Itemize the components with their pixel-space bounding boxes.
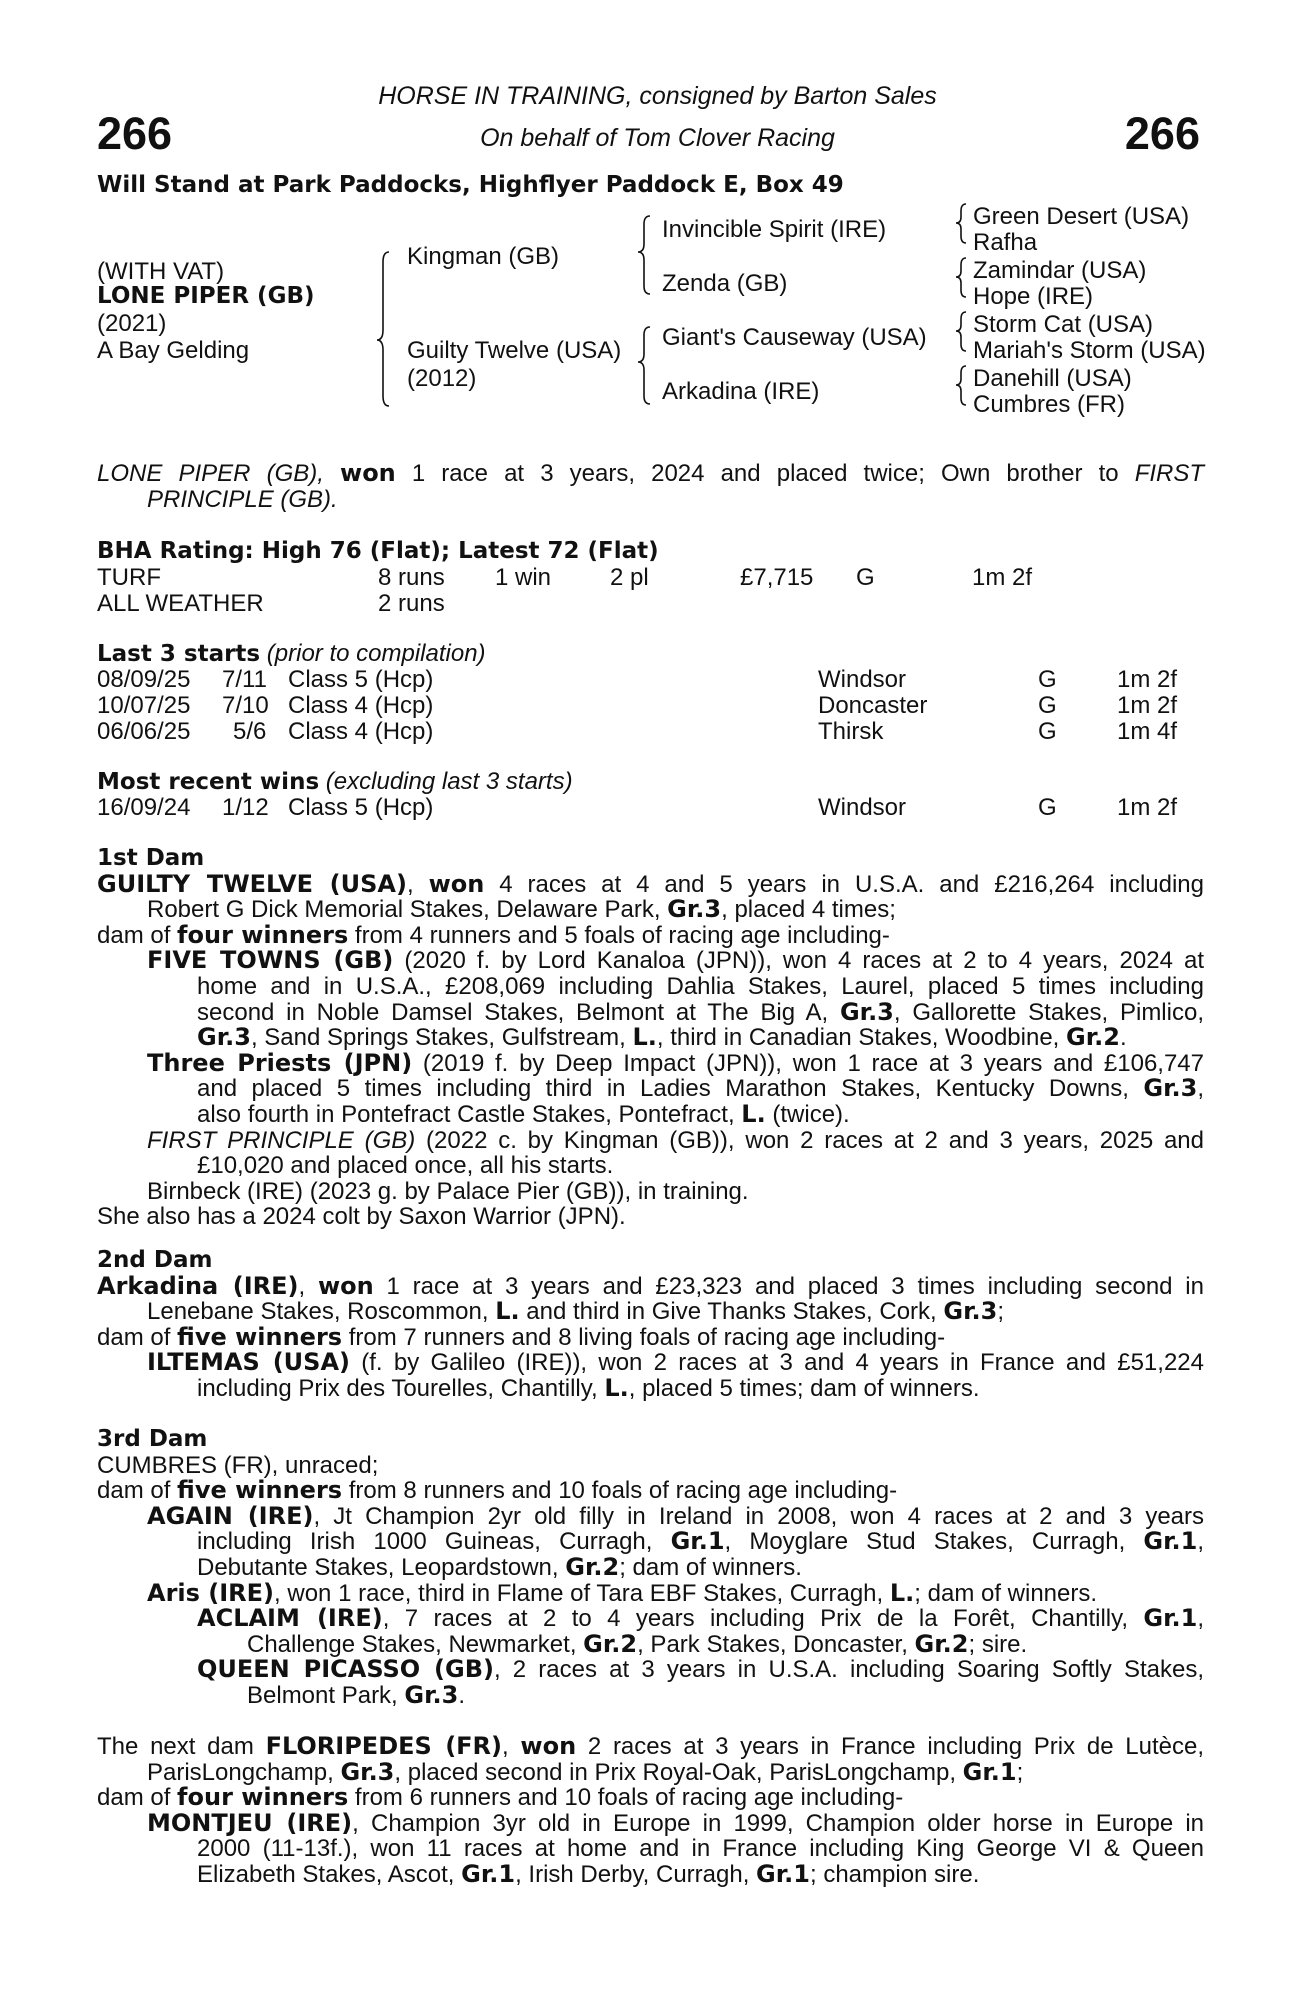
pedigree-ssd: Rafha	[973, 229, 1038, 256]
behalf-line: On behalf of Tom Clover Racing	[480, 124, 835, 152]
pedigree-dam: Guilty Twelve (USA)	[407, 337, 622, 364]
start-row: 06/06/25 5/6 Class 4 (Hcp) Thirsk G 1m 4f	[97, 718, 1178, 745]
pedigree-dam-sire: Giant's Causeway (USA)	[662, 324, 927, 351]
section-heading: 2nd Dam	[97, 1247, 213, 1273]
rating-row-turf: TURF 8 runs 1 win 2 pl £7,715 G 1m 2f	[97, 564, 1033, 591]
start-row: 08/09/25 7/11 Class 5 (Hcp) Windsor G 1m 2f	[97, 666, 1178, 693]
horse-name: LONE PIPER (GB)	[97, 283, 315, 309]
consignor-line: HORSE IN TRAINING, consigned by Barton Sales	[378, 82, 937, 110]
rating-row-aw: ALL WEATHER 2 runs	[97, 590, 445, 617]
recent-wins-heading: Most recent wins (excluding last 3 starts)	[97, 768, 573, 795]
pedigree-sire: Kingman (GB)	[407, 243, 560, 270]
race-summary: LONE PIPER (GB), won 1 race at 3 years, 2024 and placed twice; Own brother to FIRST PRINCIPLE (GB).	[97, 459, 1205, 513]
pedigree-dsd: Mariah's Storm (USA)	[973, 337, 1206, 364]
pedigree-dam-year: (2012)	[407, 365, 477, 392]
win-row: 16/09/24 1/12 Class 5 (Hcp) Windsor G 1m 2f	[97, 794, 1178, 821]
pedigree-sire-sire: Invincible Spirit (IRE)	[662, 216, 887, 243]
pedigree-ddd: Cumbres (FR)	[973, 391, 1126, 418]
pedigree-sss: Green Desert (USA)	[973, 203, 1190, 230]
first-dam-section: 1st Dam GUILTY TWELVE (USA), won 4 races at 4 and 5 years in U.S.A. and £216,264 including Robert G Dick Memorial Stakes, Delaware Park, Gr.3, placed 4 times; dam of four winners from 4 runners and 5 foals of racing age including- FIVE TOWNS (GB) (2020 f. by Lord Kanaloa (JPN)), won 4 races at 2 to 4 years, 2024 at home and in U.S.A., £208,069 including Dahlia Stakes, Laurel, placed 5 times including second in Noble Damsel Stakes, Belmont at The Big A, Gr.3, Gallorette Stakes, Pimlico, Gr.3, Sand Springs Stakes, Gulfstream, L., third in Canadian Stakes, Woodbine, Gr.2. Three Priests (JPN) (2019 f. by Deep Impact (JPN)), won 1 race at 3 years and £106,747 and placed 5 times including third in Ladies Marathon Stakes, Kentucky Downs, Gr.3, also fourth in Pontefract Castle Stakes, Pontefract, L. (twice). FIRST PRINCIPLE (GB) (2022 c. by Kingman (GB)), won 2 races at 2 and 3 years, 2025 and £10,020 and placed once, all his starts. Birnbeck (IRE) (2023 g. by Palace Pier (GB)), in training. She also has a 2024 colt by Saxon Warrior (JPN).	[97, 845, 1205, 1231]
section-heading: 3rd Dam	[97, 1426, 208, 1452]
stand-location: Will Stand at Park Paddocks, Highflyer Paddock E, Box 49	[97, 172, 844, 198]
lot-number-right: 266	[1124, 108, 1200, 159]
third-dam-section: 3rd Dam CUMBRES (FR), unraced; dam of five winners from 8 runners and 10 foals of racing age including- AGAIN (IRE), Jt Champion 2yr old filly in Ireland in 2008, won 4 races at 2 and 3 years including Irish 1000 Guineas, Curragh, Gr.1, Moyglare Stud Stakes, Curragh, Gr.1, Debutante Stakes, Leopardstown, Gr.2; dam of winners. Aris (IRE), won 1 race, third in Flame of Tara EBF Stakes, Curragh, L.; dam of winners. ACLAIM (IRE), 7 races at 2 to 4 years including Prix de la Forêt, Chantilly, Gr.1, Challenge Stakes, Newmarket, Gr.2, Park Stakes, Doncaster, Gr.2; sire. QUEEN PICASSO (GB), 2 races at 3 years in U.S.A. including Soaring Softly Stakes, Belmont Park, Gr.3.	[97, 1426, 1205, 1709]
section-heading: 1st Dam	[97, 845, 205, 871]
pedigree-sire-dam: Zenda (GB)	[662, 270, 788, 297]
start-row: 10/07/25 7/10 Class 4 (Hcp) Doncaster G 1m 2f	[97, 692, 1178, 719]
pedigree-dss: Storm Cat (USA)	[973, 311, 1154, 338]
pedigree-sdd: Hope (IRE)	[973, 283, 1094, 310]
pedigree-sds: Zamindar (USA)	[973, 257, 1147, 284]
next-dam-section: The next dam FLORIPEDES (FR), won 2 races at 3 years in France including Prix de Lutèce, ParisLongchamp, Gr.3, placed second in Prix Royal-Oak, ParisLongchamp, Gr.1; dam of four winners from 6 runners and 10 foals of racing age including- MONTJEU (IRE), Champion 3yr old in Europe in 1999, Champion older horse in Europe in 2000 (11-13f.), won 11 races at home and in France including King George VI & Queen Elizabeth Stakes, Ascot, Gr.1, Irish Derby, Curragh, Gr.1; champion sire.	[97, 1732, 1205, 1888]
pedigree-dds: Danehill (USA)	[973, 365, 1132, 392]
lot-number-left: 266	[97, 108, 173, 159]
horse-description: A Bay Gelding	[97, 337, 250, 364]
horse-year: (2021)	[97, 310, 167, 337]
last-starts-heading: Last 3 starts (prior to compilation)	[97, 640, 486, 667]
bha-rating: BHA Rating: High 76 (Flat); Latest 72 (Flat)	[97, 538, 659, 564]
pedigree-dam-dam: Arkadina (IRE)	[662, 378, 820, 405]
second-dam-section: 2nd Dam Arkadina (IRE), won 1 race at 3 years and £23,323 and placed 3 times including second in Lenebane Stakes, Roscommon, L. and third in Give Thanks Stakes, Cork, Gr.3; dam of five winners from 7 runners and 8 living foals of racing age including- ILTEMAS (USA) (f. by Galileo (IRE)), won 2 races at 3 and 4 years in France and £51,224 including Prix des Tourelles, Chantilly, L., placed 5 times; dam of winners.	[97, 1247, 1204, 1402]
vat-note: (WITH VAT)	[97, 258, 225, 285]
